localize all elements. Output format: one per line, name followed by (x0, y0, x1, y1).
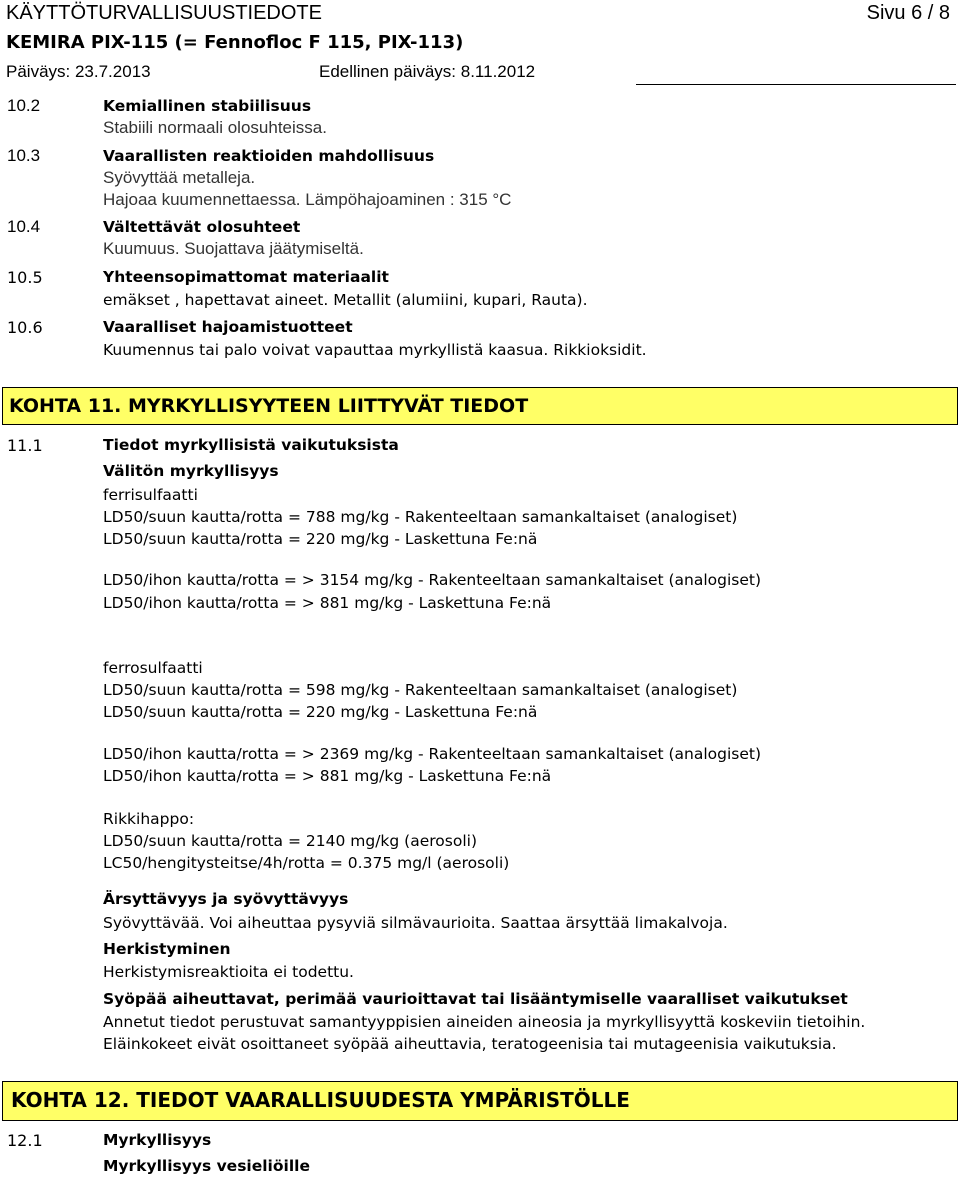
subsection-title: Yhteensopimattomat materiaalit (103, 268, 389, 286)
irritation-heading: Ärsyttävyys ja syövyttävyys (103, 890, 349, 908)
subsection-subtitle: Myrkyllisyys vesieliöille (103, 1157, 310, 1175)
subsection-title: Tiedot myrkyllisistä vaikutuksista (103, 436, 399, 454)
tox-value: LD50/ihon kautta/rotta = > 3154 mg/kg - Rakenteeltaan samankaltaiset (analogiset) (103, 571, 762, 589)
previous-date: Edellinen päiväys: 8.11.2012 (319, 62, 536, 81)
header-divider (636, 84, 956, 85)
text-line: Stabiili normaali olosuhteissa. (103, 118, 327, 137)
subsection-title: Myrkyllisyys (103, 1131, 212, 1149)
text-line: Kuumennus tai palo voivat vapauttaa myrkyllistä kaasua. Rikkioksidit. (103, 341, 647, 359)
product-name: KEMIRA PIX-115 (= Fennofloc F 115, PIX-113) (6, 32, 464, 53)
substance-name: ferrisulfaatti (103, 486, 198, 504)
substance-name: ferrosulfaatti (103, 659, 203, 677)
text-line: Eläinkokeet eivät osoittaneet syöpää aiheuttavia, teratogeenisia tai mutageenisia vaikutuksia. (103, 1035, 837, 1053)
cmr-heading: Syöpää aiheuttavat, perimää vaurioittavat tai lisääntymiselle vaaralliset vaikutukset (103, 990, 848, 1008)
text-line: Hajoaa kuumennettaessa. Lämpöhajoaminen : 315 °C (103, 190, 512, 209)
section-number: 10.2 (7, 96, 41, 115)
subsection-title: Vaaralliset hajoamistuotteet (103, 318, 353, 336)
tox-value: LC50/hengitysteitse/4h/rotta = 0.375 mg/l (aerosoli) (103, 854, 510, 872)
text-line: Syövyttävää. Voi aiheuttaa pysyviä silmävaurioita. Saattaa ärsyttää limakalvoja. (103, 914, 728, 932)
tox-value: LD50/suun kautta/rotta = 788 mg/kg - Rakenteeltaan samankaltaiset (analogiset) (103, 508, 738, 526)
subsection-title: Vaarallisten reaktioiden mahdollisuus (103, 147, 435, 165)
section-11-heading: KOHTA 11. MYRKYLLISYYTEEN LIITTYVÄT TIEDOT (2, 387, 958, 425)
section-12-heading: KOHTA 12. TIEDOT VAARALLISUUDESTA YMPÄRISTÖLLE (2, 1081, 958, 1121)
tox-value: LD50/ihon kautta/rotta = > 2369 mg/kg - Rakenteeltaan samankaltaiset (analogiset) (103, 745, 762, 763)
tox-value: LD50/ihon kautta/rotta = > 881 mg/kg - Laskettuna Fe:nä (103, 594, 552, 612)
text-line: Syövyttää metalleja. (103, 168, 256, 187)
section-number: 10.6 (7, 318, 43, 337)
subsection-title: Kemiallinen stabiilisuus (103, 97, 312, 115)
tox-value: LD50/suun kautta/rotta = 2140 mg/kg (aerosoli) (103, 832, 477, 850)
section-number: 11.1 (7, 436, 43, 455)
document-title: KÄYTTÖTURVALLISUUSTIEDOTE (6, 2, 322, 24)
acute-toxicity-heading: Välitön myrkyllisyys (103, 462, 279, 480)
text-line: emäkset , hapettavat aineet. Metallit (alumiini, kupari, Rauta). (103, 291, 588, 309)
section-number: 12.1 (7, 1131, 43, 1150)
tox-value: LD50/suun kautta/rotta = 220 mg/kg - Laskettuna Fe:nä (103, 703, 538, 721)
text-line: Herkistymisreaktioita ei todettu. (103, 963, 354, 981)
sensitisation-heading: Herkistyminen (103, 940, 231, 958)
text-line: Annetut tiedot perustuvat samantyyppisien aineiden aineosia ja myrkyllisyyttä koskeviin tietoihin. (103, 1013, 866, 1031)
section-number: 10.4 (7, 217, 41, 236)
issue-date: Päiväys: 23.7.2013 (6, 62, 151, 81)
section-number: 10.3 (7, 146, 41, 165)
tox-value: LD50/suun kautta/rotta = 220 mg/kg - Laskettuna Fe:nä (103, 530, 538, 548)
substance-name: Rikkihappo: (103, 810, 195, 828)
page-number: Sivu 6 / 8 (866, 2, 950, 24)
text-line: Kuumuus. Suojattava jäätymiseltä. (103, 239, 364, 258)
section-number: 10.5 (7, 268, 43, 287)
tox-value: LD50/ihon kautta/rotta = > 881 mg/kg - Laskettuna Fe:nä (103, 767, 552, 785)
tox-value: LD50/suun kautta/rotta = 598 mg/kg - Rakenteeltaan samankaltaiset (analogiset) (103, 681, 738, 699)
subsection-title: Vältettävät olosuhteet (103, 218, 301, 236)
